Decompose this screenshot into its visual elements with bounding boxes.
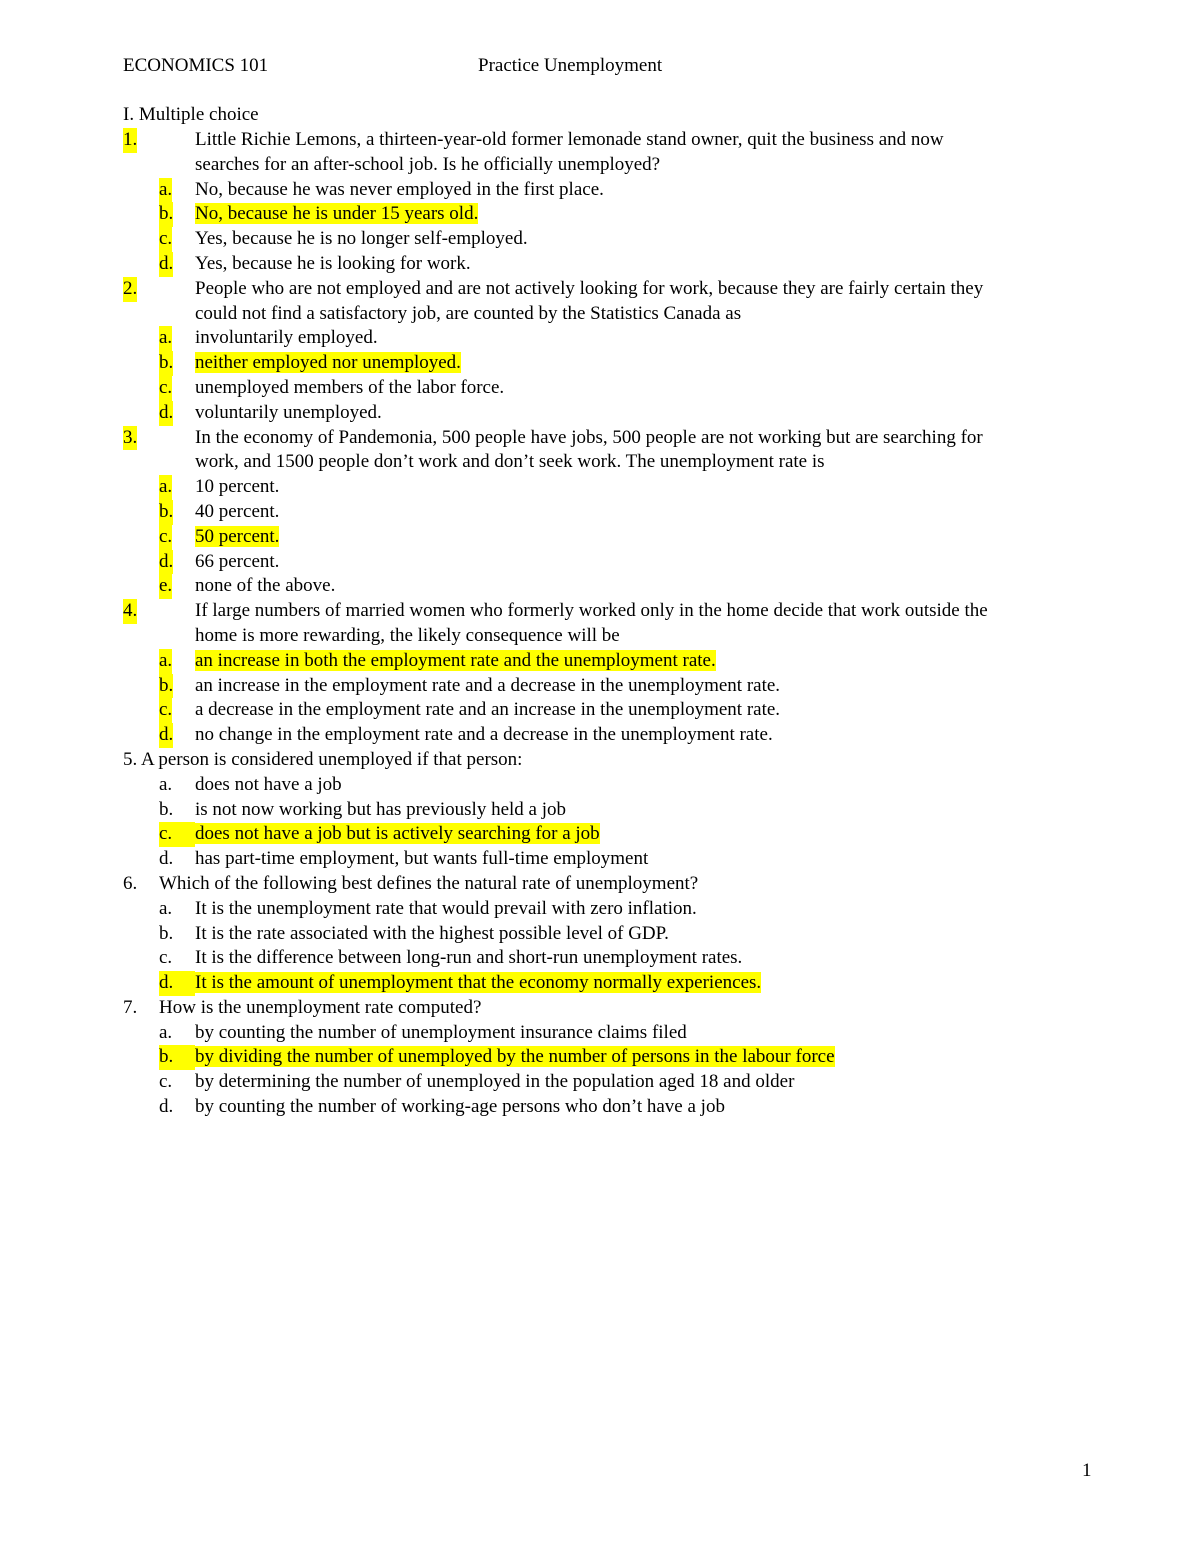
option-letter: a. [159,326,172,351]
option-a [123,649,1098,674]
option-text: does not have a job [195,773,342,795]
option-letter: a. [159,897,173,919]
option-a [123,773,1098,798]
option-text: 10 percent. [195,476,280,498]
option-text: by counting the number of unemployment insurance claims filed [195,1021,687,1043]
option-letter: d. [159,723,173,748]
option-c [123,227,1098,252]
option-letter: e. [159,574,172,599]
option-letter: d. [159,550,173,575]
option-text: It is the rate associated with the highest possible level of GDP. [195,922,669,944]
question-list [123,128,1098,1120]
option-letter: b. [159,1045,195,1070]
option-letter: d. [159,401,173,426]
question-5 [123,748,1098,872]
question-text: could not find a satisfactory job, are counted by the Statistics Canada as [195,302,742,324]
question-line [123,748,1098,773]
option-d [123,847,1098,872]
question-text: If large numbers of married women who formerly worked only in the home decide that work outside the [195,600,988,622]
option-a [123,475,1098,500]
course-title: ECONOMICS 101 [123,55,269,76]
option-text: Yes, because he is no longer self-employed. [195,228,528,250]
page-number: 1 [1082,1460,1092,1481]
option-c [123,1070,1098,1095]
option-e [123,574,1098,599]
option-text: has part-time employment, but wants full-time employment [195,848,649,870]
question-line [123,450,1098,475]
option-text: neither employed nor unemployed. [195,352,461,374]
option-text: No, because he was never employed in the first place. [195,178,604,200]
question-text: Which of the following best defines the natural rate of unemployment? [159,872,699,894]
question-3 [123,426,1098,600]
question-line [123,153,1098,178]
option-text: an increase in both the employment rate and the unemployment rate. [195,649,716,671]
option-text: involuntarily employed. [195,327,378,349]
question-2 [123,277,1098,426]
option-b [123,351,1098,376]
question-line [123,426,1098,451]
question-line [123,624,1098,649]
option-d [123,1095,1098,1120]
option-text: It is the difference between long-run and short-run unemployment rates. [195,947,743,969]
option-text: 40 percent. [195,500,280,522]
question-line [123,872,1098,897]
option-letter: d. [159,971,195,996]
option-letter: c. [159,822,195,847]
question-number: 2. [123,277,137,302]
option-d [123,252,1098,277]
question-number: 3. [123,426,137,451]
option-d [123,401,1098,426]
option-a [123,897,1098,922]
option-letter: c. [159,698,172,723]
option-text: It is the unemployment rate that would prevail with zero inflation. [195,897,697,919]
option-b [123,202,1098,227]
option-letter: c. [159,1071,173,1093]
option-c [123,822,1098,847]
option-text: voluntarily unemployed. [195,401,382,423]
option-text: an increase in the employment rate and a decrease in the unemployment rate. [195,674,781,696]
question-line [123,128,1098,153]
option-letter: d. [159,848,174,870]
option-letter: d. [159,1096,174,1118]
question-text: In the economy of Pandemonia, 500 people have jobs, 500 people are not working but are searching for [195,426,983,448]
question-number: 6. [123,872,138,894]
option-text: none of the above. [195,575,336,597]
question-number: 4. [123,599,137,624]
option-a [123,1021,1098,1046]
option-c [123,946,1098,971]
option-text: unemployed members of the labor force. [195,376,505,398]
option-text: 50 percent. [195,525,280,547]
option-letter: b. [159,674,173,699]
question-text: Little Richie Lemons, a thirteen-year-old former lemonade stand owner, quit the business and now [195,129,944,150]
option-b [123,922,1098,947]
question-line [123,996,1098,1021]
option-b [123,1045,1098,1070]
option-text: a decrease in the employment rate and an increase in the unemployment rate. [195,699,781,721]
option-d [123,971,1098,996]
document-topic: Practice Unemployment [478,55,663,76]
option-text: Yes, because he is looking for work. [195,252,471,274]
option-text: is not now working but has previously held a job [195,798,566,820]
option-letter: b. [159,798,174,820]
option-b [123,674,1098,699]
question-text: People who are not employed and are not actively looking for work, because they are fairly certain they [195,277,984,299]
option-text: No, because he is under 15 years old. [195,203,479,225]
option-letter: a. [159,1021,173,1043]
option-letter: a. [159,649,172,674]
option-letter: b. [159,202,173,227]
question-text: home is more rewarding, the likely consequence will be [195,624,620,646]
section-title: I. Multiple choice [123,104,259,125]
option-letter: c. [159,227,172,252]
option-c [123,376,1098,401]
question-text: A person is considered unemployed if that person: [140,748,523,770]
question-text: How is the unemployment rate computed? [159,996,482,1018]
option-a [123,178,1098,203]
option-text: no change in the employment rate and a decrease in the unemployment rate. [195,724,773,746]
question-number: 7. [123,996,138,1018]
option-letter: b. [159,500,173,525]
option-letter: d. [159,252,173,277]
question-4 [123,599,1098,748]
question-text: work, and 1500 people don’t work and don’t seek work. The unemployment rate is [195,451,825,473]
question-number: 5. [123,748,141,770]
option-c [123,698,1098,723]
option-d [123,550,1098,575]
option-text: 66 percent. [195,550,280,572]
question-line [123,277,1098,302]
option-c [123,525,1098,550]
option-text: by determining the number of unemployed in the population aged 18 and older [195,1071,795,1093]
option-letter: c. [159,947,173,969]
question-line [123,302,1098,327]
option-letter: a. [159,475,172,500]
question-7 [123,996,1098,1120]
question-1 [123,128,1098,277]
option-letter: c. [159,376,172,401]
page-header [123,55,1083,81]
option-b [123,798,1098,823]
option-text: does not have a job but is actively searching for a job [195,823,600,845]
option-letter: a. [159,178,172,203]
option-text: by dividing the number of unemployed by the number of persons in the labour force [195,1046,835,1068]
option-b [123,500,1098,525]
option-a [123,326,1098,351]
option-letter: a. [159,773,173,795]
question-text: searches for an after-school job. Is he officially unemployed? [195,153,661,175]
option-d [123,723,1098,748]
question-6 [123,872,1098,996]
question-line [123,599,1098,624]
question-number: 1. [123,128,137,153]
option-text: by counting the number of working-age persons who don’t have a job [195,1096,725,1118]
option-letter: b. [159,351,173,376]
option-text: It is the amount of unemployment that the economy normally experiences. [195,972,762,994]
option-letter: b. [159,922,174,944]
option-letter: c. [159,525,172,550]
